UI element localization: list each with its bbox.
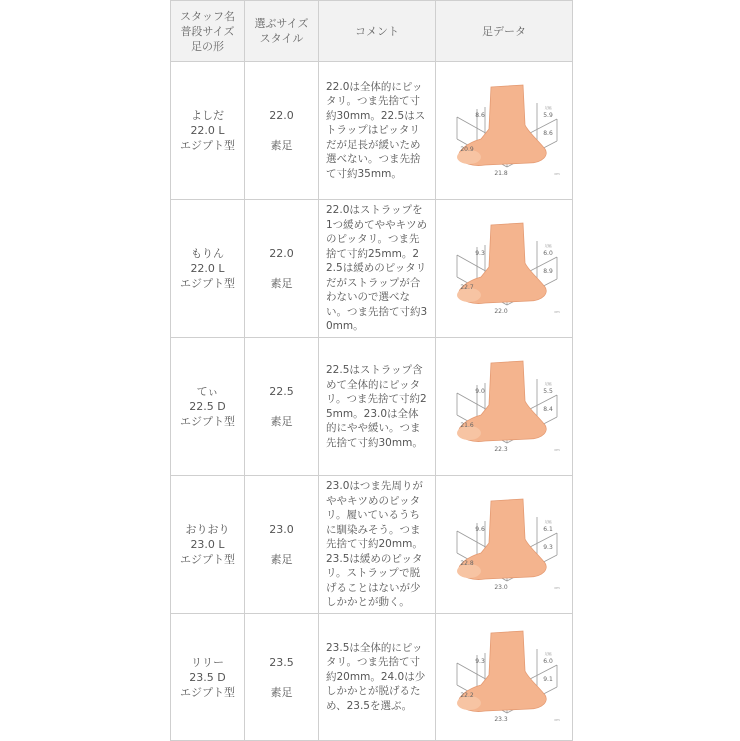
staff-cell [171, 62, 245, 200]
usual-size: 23.0 L [190, 538, 225, 551]
foot-girth-value: 22.8 [460, 559, 474, 567]
staff-name: リリー [191, 655, 224, 669]
table-header-row [171, 1, 573, 62]
size-cell [245, 476, 319, 614]
unit-label: cm [554, 171, 560, 176]
size-cell [245, 200, 319, 338]
wear-style: 素足 [270, 139, 293, 152]
comment-cell: 22.0は全体的にピッタリ。つま先捨て寸約30mm。22.5はストラップはピッタリだが足長が緩いため選べない。つま先捨て寸約35mm。 [319, 62, 436, 200]
instep-height-value: 9.3 [475, 249, 485, 257]
chosen-size: 22.5 [269, 385, 294, 398]
chosen-size: 23.0 [269, 523, 294, 536]
usual-size: 22.0 L [190, 262, 225, 275]
foot-shape: エジプト型 [180, 139, 235, 152]
header-size: 選ぶサイズ スタイル [245, 1, 319, 62]
foot-width-value: 9.1 [543, 676, 553, 683]
ankle-label: 足幅 [544, 519, 552, 524]
foot-width-value: 8.9 [543, 267, 553, 275]
ankle-width-value: 6.0 [543, 658, 553, 665]
staff-name: おりおり [185, 523, 230, 536]
header-staff: スタッフ名 普段サイズ 足の形 [171, 1, 245, 62]
foot-data-cell [436, 476, 573, 614]
wear-style: 素足 [270, 277, 293, 290]
foot-data-cell [436, 338, 573, 476]
table-row [171, 614, 573, 741]
foot-shape: エジプト型 [180, 277, 235, 290]
ankle-width-value: 6.0 [543, 249, 553, 257]
foot-length-value: 22.3 [494, 445, 508, 453]
foot-width-value: 8.6 [543, 129, 553, 137]
foot-length-value: 21.8 [494, 169, 508, 177]
comment-cell: 22.0はストラップを1つ緩めてややキツめのピッタリ。つま先捨て寸約25mm。22.5は緩めのピッタリだがストラップが合わないので選べない。つま先捨て寸約30mm。 [319, 200, 436, 338]
foot-shape: エジプト型 [180, 685, 235, 699]
table-row [171, 62, 573, 200]
comment-cell: 23.5は全体的にピッタリ。つま先捨て寸約20mm。24.0は少しかかとが脱げるため、23.5を選ぶ。 [319, 614, 436, 741]
foot-data-cell [436, 200, 573, 338]
usual-size: 23.5 D [189, 670, 226, 684]
usual-size: 22.5 D [189, 400, 226, 413]
staff-cell [171, 200, 245, 338]
instep-height-value: 9.6 [475, 525, 485, 533]
foot-shape: エジプト型 [180, 553, 235, 566]
staff-cell [171, 338, 245, 476]
staff-cell [171, 614, 245, 741]
wear-style: 素足 [270, 553, 293, 566]
foot-shape: エジプト型 [180, 415, 235, 428]
chosen-size: 22.0 [269, 247, 294, 260]
ankle-width-value: 5.9 [543, 111, 553, 119]
comment-cell: 23.0はつま先周りがややキツめのピッタリ。履いているうちに馴染みそう。つま先捨て寸約20mm。23.5は緩めのピッタリ。ストラップで脱げることはないが少しかかとが動く。 [319, 476, 436, 614]
ankle-width-value: 6.1 [543, 525, 553, 533]
header-comment: コメント [319, 1, 436, 62]
staff-name: よしだ [191, 109, 224, 122]
instep-height-value: 9.0 [475, 387, 485, 395]
foot-length-value: 23.0 [494, 583, 508, 591]
foot-diagram [445, 625, 563, 729]
staff-size-table [170, 0, 573, 741]
foot-diagram [445, 355, 563, 459]
foot-length-value: 22.0 [494, 307, 508, 315]
foot-diagram [445, 217, 563, 321]
foot-girth-value: 21.6 [460, 421, 474, 429]
foot-width-value: 8.4 [543, 405, 553, 413]
instep-height-value: 8.6 [475, 111, 485, 119]
ankle-label: 足幅 [544, 381, 552, 386]
foot-girth-value: 22.7 [460, 283, 474, 291]
table-row [171, 476, 573, 614]
foot-girth-value: 22.2 [460, 692, 474, 699]
foot-diagram [445, 493, 563, 597]
ankle-label: 足幅 [544, 652, 552, 656]
foot-data-cell [436, 614, 573, 741]
ankle-label: 足幅 [544, 243, 552, 248]
wear-style: 素足 [270, 415, 293, 428]
comment-cell: 22.5はストラップ含めて全体的にピッタリ。つま先捨て寸約25mm。23.0は全体的にやや緩い。つま先捨て寸約30mm。 [319, 338, 436, 476]
staff-name: てぃ [196, 385, 219, 398]
size-cell [245, 338, 319, 476]
foot-diagram [445, 79, 563, 183]
unit-label: cm [554, 718, 560, 722]
size-cell [245, 614, 319, 741]
table-row [171, 338, 573, 476]
foot-data-cell [436, 62, 573, 200]
chosen-size: 22.0 [269, 109, 294, 122]
unit-label: cm [554, 309, 560, 314]
usual-size: 22.0 L [190, 124, 225, 137]
table-row [171, 200, 573, 338]
wear-style: 素足 [270, 685, 293, 699]
unit-label: cm [554, 447, 560, 452]
foot-girth-value: 20.9 [460, 145, 474, 153]
staff-name: もりん [191, 247, 224, 260]
ankle-width-value: 5.5 [543, 387, 553, 395]
header-foot: 足データ [436, 1, 573, 62]
size-cell [245, 62, 319, 200]
instep-height-value: 9.3 [475, 658, 485, 665]
staff-cell [171, 476, 245, 614]
ankle-label: 足幅 [544, 105, 552, 110]
foot-width-value: 9.3 [543, 543, 553, 551]
chosen-size: 23.5 [269, 655, 294, 669]
foot-length-value: 23.3 [494, 716, 508, 723]
unit-label: cm [554, 585, 560, 590]
